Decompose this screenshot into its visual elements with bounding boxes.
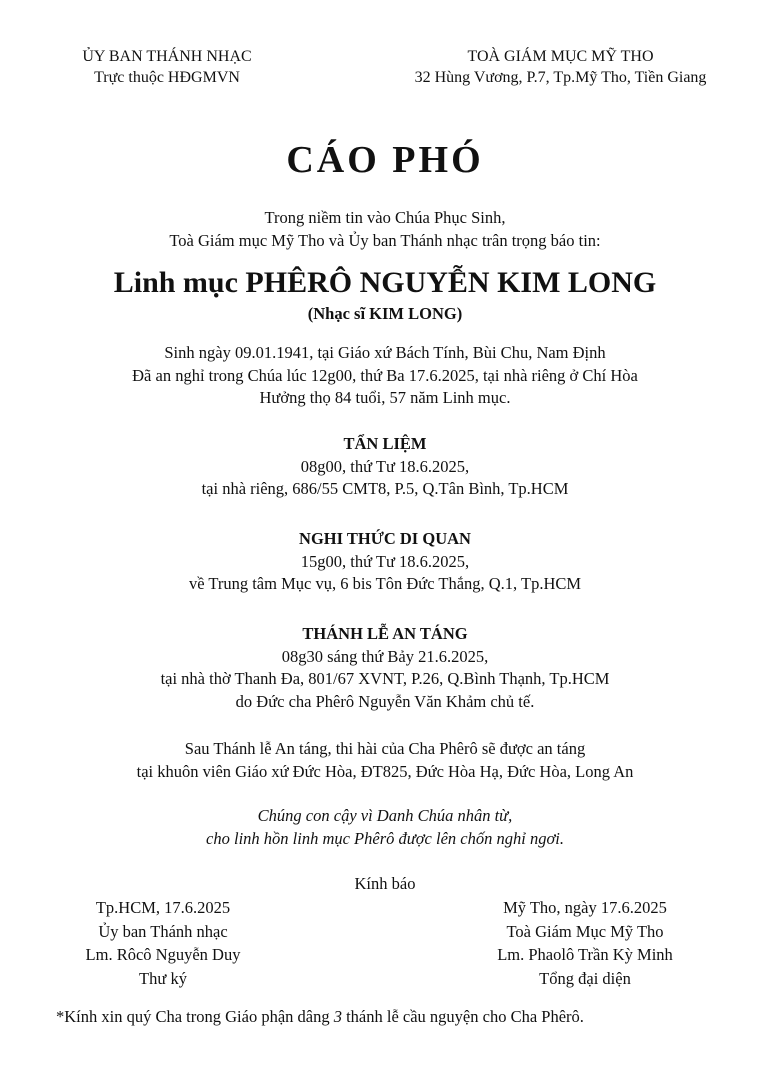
signature-org: Toà Giám Mục Mỹ Tho xyxy=(506,921,664,941)
page-title: CÁO PHÓ xyxy=(286,139,484,181)
intro xyxy=(0,207,770,252)
section-line: 15g00, thứ Tư 18.6.2025, xyxy=(300,551,470,571)
section-title: NGHI THỨC DI QUAN xyxy=(299,529,471,548)
intro-line-1: Trong niềm tin vào Chúa Phục Sinh, xyxy=(264,208,506,227)
signature-person: Lm. Phaolô Trần Kỳ Minh xyxy=(497,945,673,964)
section-line: tại nhà riêng, 686/55 CMT8, P.5, Q.Tân Bình, Tp.HCM xyxy=(201,479,569,498)
age-line: Hưởng thọ 84 tuổi, 57 năm Linh mục. xyxy=(259,388,511,407)
footnote-suffix: thánh lễ cầu nguyện cho Cha Phêrô. xyxy=(341,1007,584,1026)
section-title: THÁNH LỄ AN TÁNG xyxy=(302,624,468,643)
birth-line: Sinh ngày 09.01.1941, tại Giáo xứ Bách Tính, Bùi Chu, Nam Định xyxy=(164,343,606,362)
death-line: Đã an nghỉ trong Chúa lúc 12g00, thứ Ba 17.6.2025, tại nhà riêng ở Chí Hòa xyxy=(132,365,638,385)
section-funeral-mass xyxy=(0,623,770,713)
section-line: về Trung tâm Mục vụ, 6 bis Tôn Đức Thắng, Q.1, Tp.HCM xyxy=(188,574,582,593)
footnote-count: 3 xyxy=(333,1007,342,1026)
deceased-alias: (Nhạc sĩ KIM LONG) xyxy=(307,304,463,323)
section-line: tại nhà thờ Thanh Đa, 801/67 XVNT, P.26, Q.Bình Thạnh, Tp.HCM xyxy=(160,669,610,688)
section-title: TẨN LIỆM xyxy=(343,434,427,453)
signature-right xyxy=(460,896,710,990)
section-line: 08g30 sáng thứ Bảy 21.6.2025, xyxy=(281,646,489,666)
signature-person: Lm. Rôcô Nguyễn Duy xyxy=(85,945,241,964)
footnote-prefix: *Kính xin quý Cha trong Giáo phận dâng xyxy=(56,1007,334,1026)
signature-org: Ủy ban Thánh nhạc xyxy=(98,921,228,941)
prayer-line-2: cho linh hồn linh mục Phêrô được lên chốn nghỉ ngơi. xyxy=(206,828,564,848)
signature-left xyxy=(38,896,288,990)
header-right-org: TOÀ GIÁM MỤC MỸ THO xyxy=(467,48,654,65)
deceased-info xyxy=(0,342,770,410)
header-right-address: 32 Hùng Vương, P.7, Tp.Mỹ Tho, Tiền Giang xyxy=(414,69,707,86)
prayer-line-1: Chúng con cậy vì Danh Chúa nhân từ, xyxy=(257,806,513,825)
signature-role: Tổng đại diện xyxy=(539,968,631,988)
header-left-affiliation: Trực thuộc HĐGMVN xyxy=(94,69,240,86)
footnote xyxy=(56,1007,736,1027)
signature-place-date: Tp.HCM, 17.6.2025 xyxy=(95,898,231,917)
deceased-name: Linh mục PHÊRÔ NGUYỄN KIM LONG xyxy=(113,266,657,299)
section-procession xyxy=(0,528,770,596)
header-left-org: ỦY BAN THÁNH NHẠC xyxy=(82,48,252,65)
header-left xyxy=(42,46,292,88)
header-right xyxy=(388,46,733,88)
intro-line-2: Toà Giám mục Mỹ Tho và Ủy ban Thánh nhạc trân trọng báo tin: xyxy=(169,230,601,250)
prayer xyxy=(0,805,770,850)
signature-place-date: Mỹ Tho, ngày 17.6.2025 xyxy=(503,898,667,917)
closing: Kính báo xyxy=(354,874,416,893)
section-encoffining xyxy=(0,433,770,501)
burial-info xyxy=(0,738,770,783)
section-line: do Đức cha Phêrô Nguyễn Văn Khảm chủ tế. xyxy=(235,691,535,711)
section-line: 08g00, thứ Tư 18.6.2025, xyxy=(300,456,470,476)
signature-role: Thư ký xyxy=(139,968,187,988)
burial-line-2: tại khuôn viên Giáo xứ Đức Hòa, ĐT825, Đức Hòa Hạ, Đức Hòa, Long An xyxy=(136,761,634,781)
burial-line-1: Sau Thánh lễ An táng, thi hài của Cha Phêrô sẽ được an táng xyxy=(184,739,586,758)
